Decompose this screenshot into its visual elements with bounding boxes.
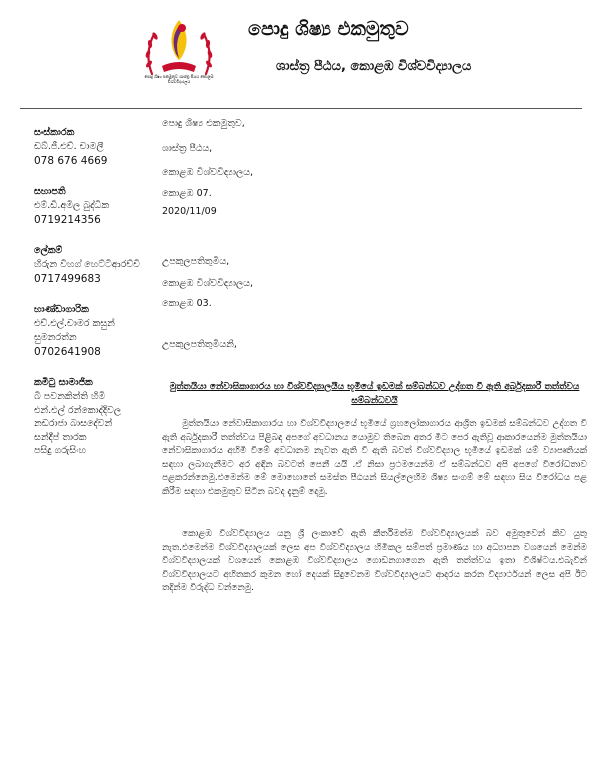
officer-role: සංස්කාරක <box>34 127 75 138</box>
committee-role: කමිටු සාමාජික <box>34 377 93 388</box>
sender-address-line: කොළඹ විශ්වවිද්‍යාලය, <box>162 167 254 178</box>
header-divider <box>20 108 582 109</box>
officer-treasurer <box>34 303 156 360</box>
union-logo <box>140 14 218 100</box>
faculty-heading: ශාස්ත්‍ර පීඨය, කොළඹ විශ්වවිද්‍යාලය <box>276 59 472 74</box>
committee-member: සන්දීප් තාරක <box>34 431 87 443</box>
officer-role: භාණ්ඩාගාරික <box>34 304 89 315</box>
recipient-address-line: කොළඹ 03. <box>162 298 212 309</box>
committee-member: නඩරාජා බාසදේවන් <box>34 418 113 429</box>
officer-role: සභාපති <box>34 186 66 197</box>
officer-president <box>34 185 156 228</box>
committee-members <box>34 376 156 458</box>
committee-member: බී පවනකිත්ති හිමි <box>34 391 106 402</box>
officers-sidebar <box>34 126 156 474</box>
sender-address-line: කොළඹ 07. <box>162 188 212 199</box>
officer-name: හිරුන විහග් හෙට්ටිආරච්චි <box>34 259 141 270</box>
logo-caption: පොදු ශිෂ්‍ය එකමුතුව ශාස්ත්‍ර පීඨය කොළඹ විශ්වවිද්‍යාලය <box>144 74 214 84</box>
officer-role: ලේකම් <box>34 245 63 256</box>
officer-editor <box>34 126 156 169</box>
officer-name-continued: සුමනරත්න <box>34 332 77 343</box>
officer-secretary <box>34 244 156 287</box>
body-paragraph: මුත්තයියා නේවාසිකාගාරය හා විශ්වවිද්‍යාලයේ භූමියේ ග්‍රහලෝකාගාරය ආශ්‍රිත ඉඩමක් සම්බන්ධව උද්ගත වී ඇති අර්බුදකාරී තත්ත්වය පිළිබඳ අපගේ අවධානය යොමුව තිබෙන අතර මීට පෙර ඇතිවූ ආකාරයෙන්ම මුත්තයියා නේවාසිකාගාරය අහිමි වීමේ අවධානම නැවත ඇති වී ඇති බවත් විශ්වවිද්‍යාල භූමියේ ඉඩමක් යම් ව්‍යාපෘතියක් සඳහා ලබාගැනීමට අර අඳින බවටත් පෙනී යයි .ඒ නිසා ප්‍රථමයෙන්ම ඒ සම්බන්ධව අපි අපගේ විරෝධතාව පළකරන්නෙමු.එමෙන්ම මේ මොහොතේ සමස්ත පීඨයන් සියල්ලෙහිම ශිෂ්‍ය සංගම් මේ සඳහා සිය විරෝධය පළ කිරීම සඳහා එකමුතුව සිටින බවද දැනුම් දෙමු. <box>162 419 587 497</box>
officer-phone: 078 676 4669 <box>34 155 108 167</box>
officer-phone: 0702641908 <box>34 346 101 358</box>
sender-address-line: පොදු ශිෂ්‍ය එකමුතුව, <box>162 118 245 129</box>
recipient-address-line: උපකුලපතිතුමිය, <box>162 256 230 267</box>
officer-name: එම්.ඩී.අමිල බුද්ධික <box>34 200 110 211</box>
letter-subject: මුත්තයියා නේවාසිකාගාරය හා විශ්වවිද්‍යාලයීය භූමියේ ඉඩමක් සම්බන්ධව උද්ගත වී ඇති අර්බුදකාරී තත්ත්වය සම්බන්ධවයි <box>169 382 580 406</box>
sender-address-line: ශාස්ත්‍ර පීඨය, <box>162 143 213 154</box>
officer-name: එච්.එල්.චාමර කසුන් <box>34 318 115 329</box>
officer-phone: 0719214356 <box>34 214 101 226</box>
committee-member: පසිදු ගරුසිංහ <box>34 445 86 456</box>
body-paragraph: කොළඹ විශ්වවිද්‍යාලය යනු ශ්‍රී ලංකාවේ ඇති කීර්තිමත්ම විශ්වවිද්‍යාලයක් බව අමුතුවෙන් කිව යුතු නැත.එමෙන්ම විශ්වවිද්‍යාලයක් ලෙස අප විශ්වවිද්‍යාලය හිමිකල සම්පත් ප්‍රමාණය හා අධ්‍යාපන වශයෙන් මෙන්ම විශ්වවිද්‍යාලයක් වශයෙන් කොළඹ විශ්වවිද්‍යාලය ගොඩනගාගෙන ඇති තත්ත්වය ඉතා විශිෂ්ටය.එබැවින් විශ්වවිද්‍යාලයට අහිතකර කුමන හෝ දෙයක් සිදුවෙනම විශ්වවිද්‍යාලයට ආදරය කරන විද්‍යාර්ථයන් ලෙස අපි ඊට තදින්ම විරුද්ධ වන්නෙමු. <box>162 529 587 594</box>
letter-date: 2020/11/09 <box>162 206 217 217</box>
salutation: උපකුලපතිතුමියනි, <box>162 339 237 350</box>
committee-member: එන්.එල් රන්කොද්දිවල <box>34 404 122 416</box>
recipient-address-line: කොළඹ විශ්වවිද්‍යාලය, <box>162 278 254 289</box>
officer-name: ඩබ්.ජී.එච්. චාමලී <box>34 141 104 152</box>
officer-phone: 0717499683 <box>34 273 101 285</box>
union-name-heading: පොදු ශිෂ්‍ය එකමුතුව <box>248 18 409 40</box>
